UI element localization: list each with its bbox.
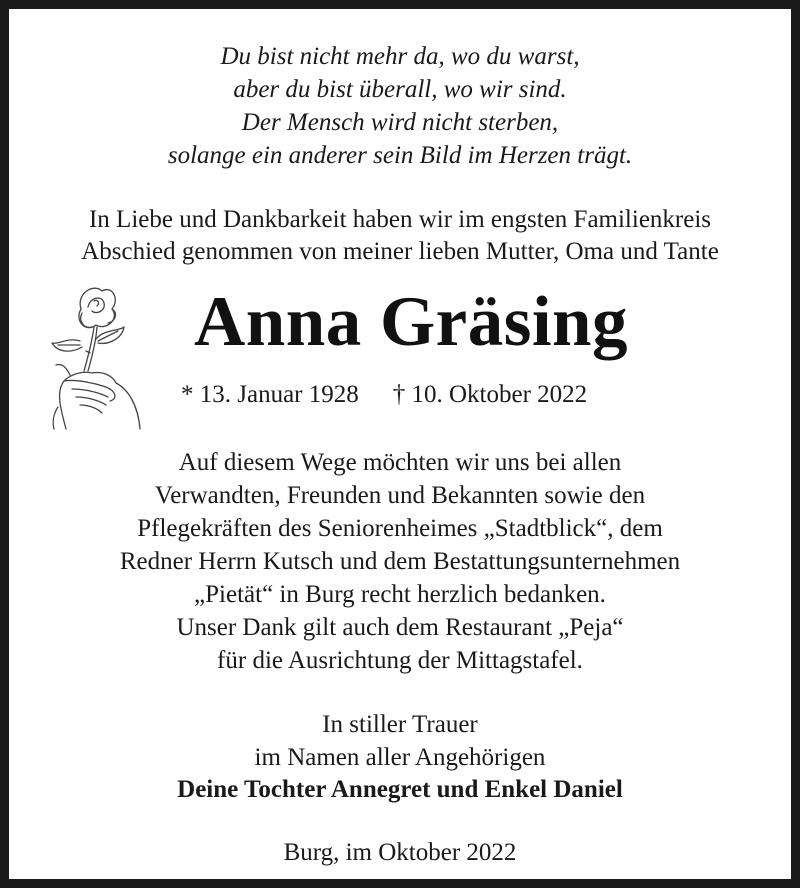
thanks-line-4: Redner Herrn Kutsch und dem Bestattungsunternehmen bbox=[119, 548, 681, 575]
poem-line-3: Der Mensch wird nicht sterben, bbox=[241, 109, 559, 136]
life-dates bbox=[181, 382, 587, 407]
death-date: † 10. Oktober 2022 bbox=[392, 381, 588, 408]
mourning-line: In stiller Trauer bbox=[322, 711, 478, 738]
relatives-line: im Namen aller Angehörigen bbox=[254, 744, 546, 771]
intro-line-1: In Liebe und Dankbarkeit haben wir im engsten Familienkreis bbox=[88, 206, 712, 233]
thanks-line-7: für die Ausrichtung der Mittagstafel. bbox=[217, 647, 583, 674]
thanks-line-6: Unser Dank gilt auch dem Restaurant „Peja“ bbox=[176, 614, 624, 641]
thanks-line-2: Verwandten, Freunden und Bekannten sowie den bbox=[154, 482, 646, 509]
place-date: Burg, im Oktober 2022 bbox=[283, 839, 517, 866]
rose-in-hand-icon bbox=[36, 279, 148, 437]
poem-line-1: Du bist nicht mehr da, wo du warst, bbox=[220, 43, 580, 70]
intro-line-2: Abschied genommen von meiner lieben Mutter, Oma und Tante bbox=[81, 238, 719, 265]
birth-date: * 13. Januar 1928 bbox=[181, 381, 359, 408]
thanks-line-3: Pflegekräften des Seniorenheimes „Stadtblick“, dem bbox=[137, 515, 663, 542]
thanks-line-1: Auf diesem Wege möchten wir uns bei allen bbox=[178, 449, 622, 476]
poem-line-4: solange ein anderer sein Bild im Herzen trägt. bbox=[167, 142, 633, 169]
poem-line-2: aber du bist überall, wo wir sind. bbox=[233, 76, 567, 103]
deceased-name: Anna Gräsing bbox=[193, 283, 629, 361]
signature: Deine Tochter Annegret und Enkel Daniel bbox=[177, 776, 623, 803]
thanks-line-5: „Pietät“ in Burg recht herzlich bedanken. bbox=[194, 581, 606, 608]
